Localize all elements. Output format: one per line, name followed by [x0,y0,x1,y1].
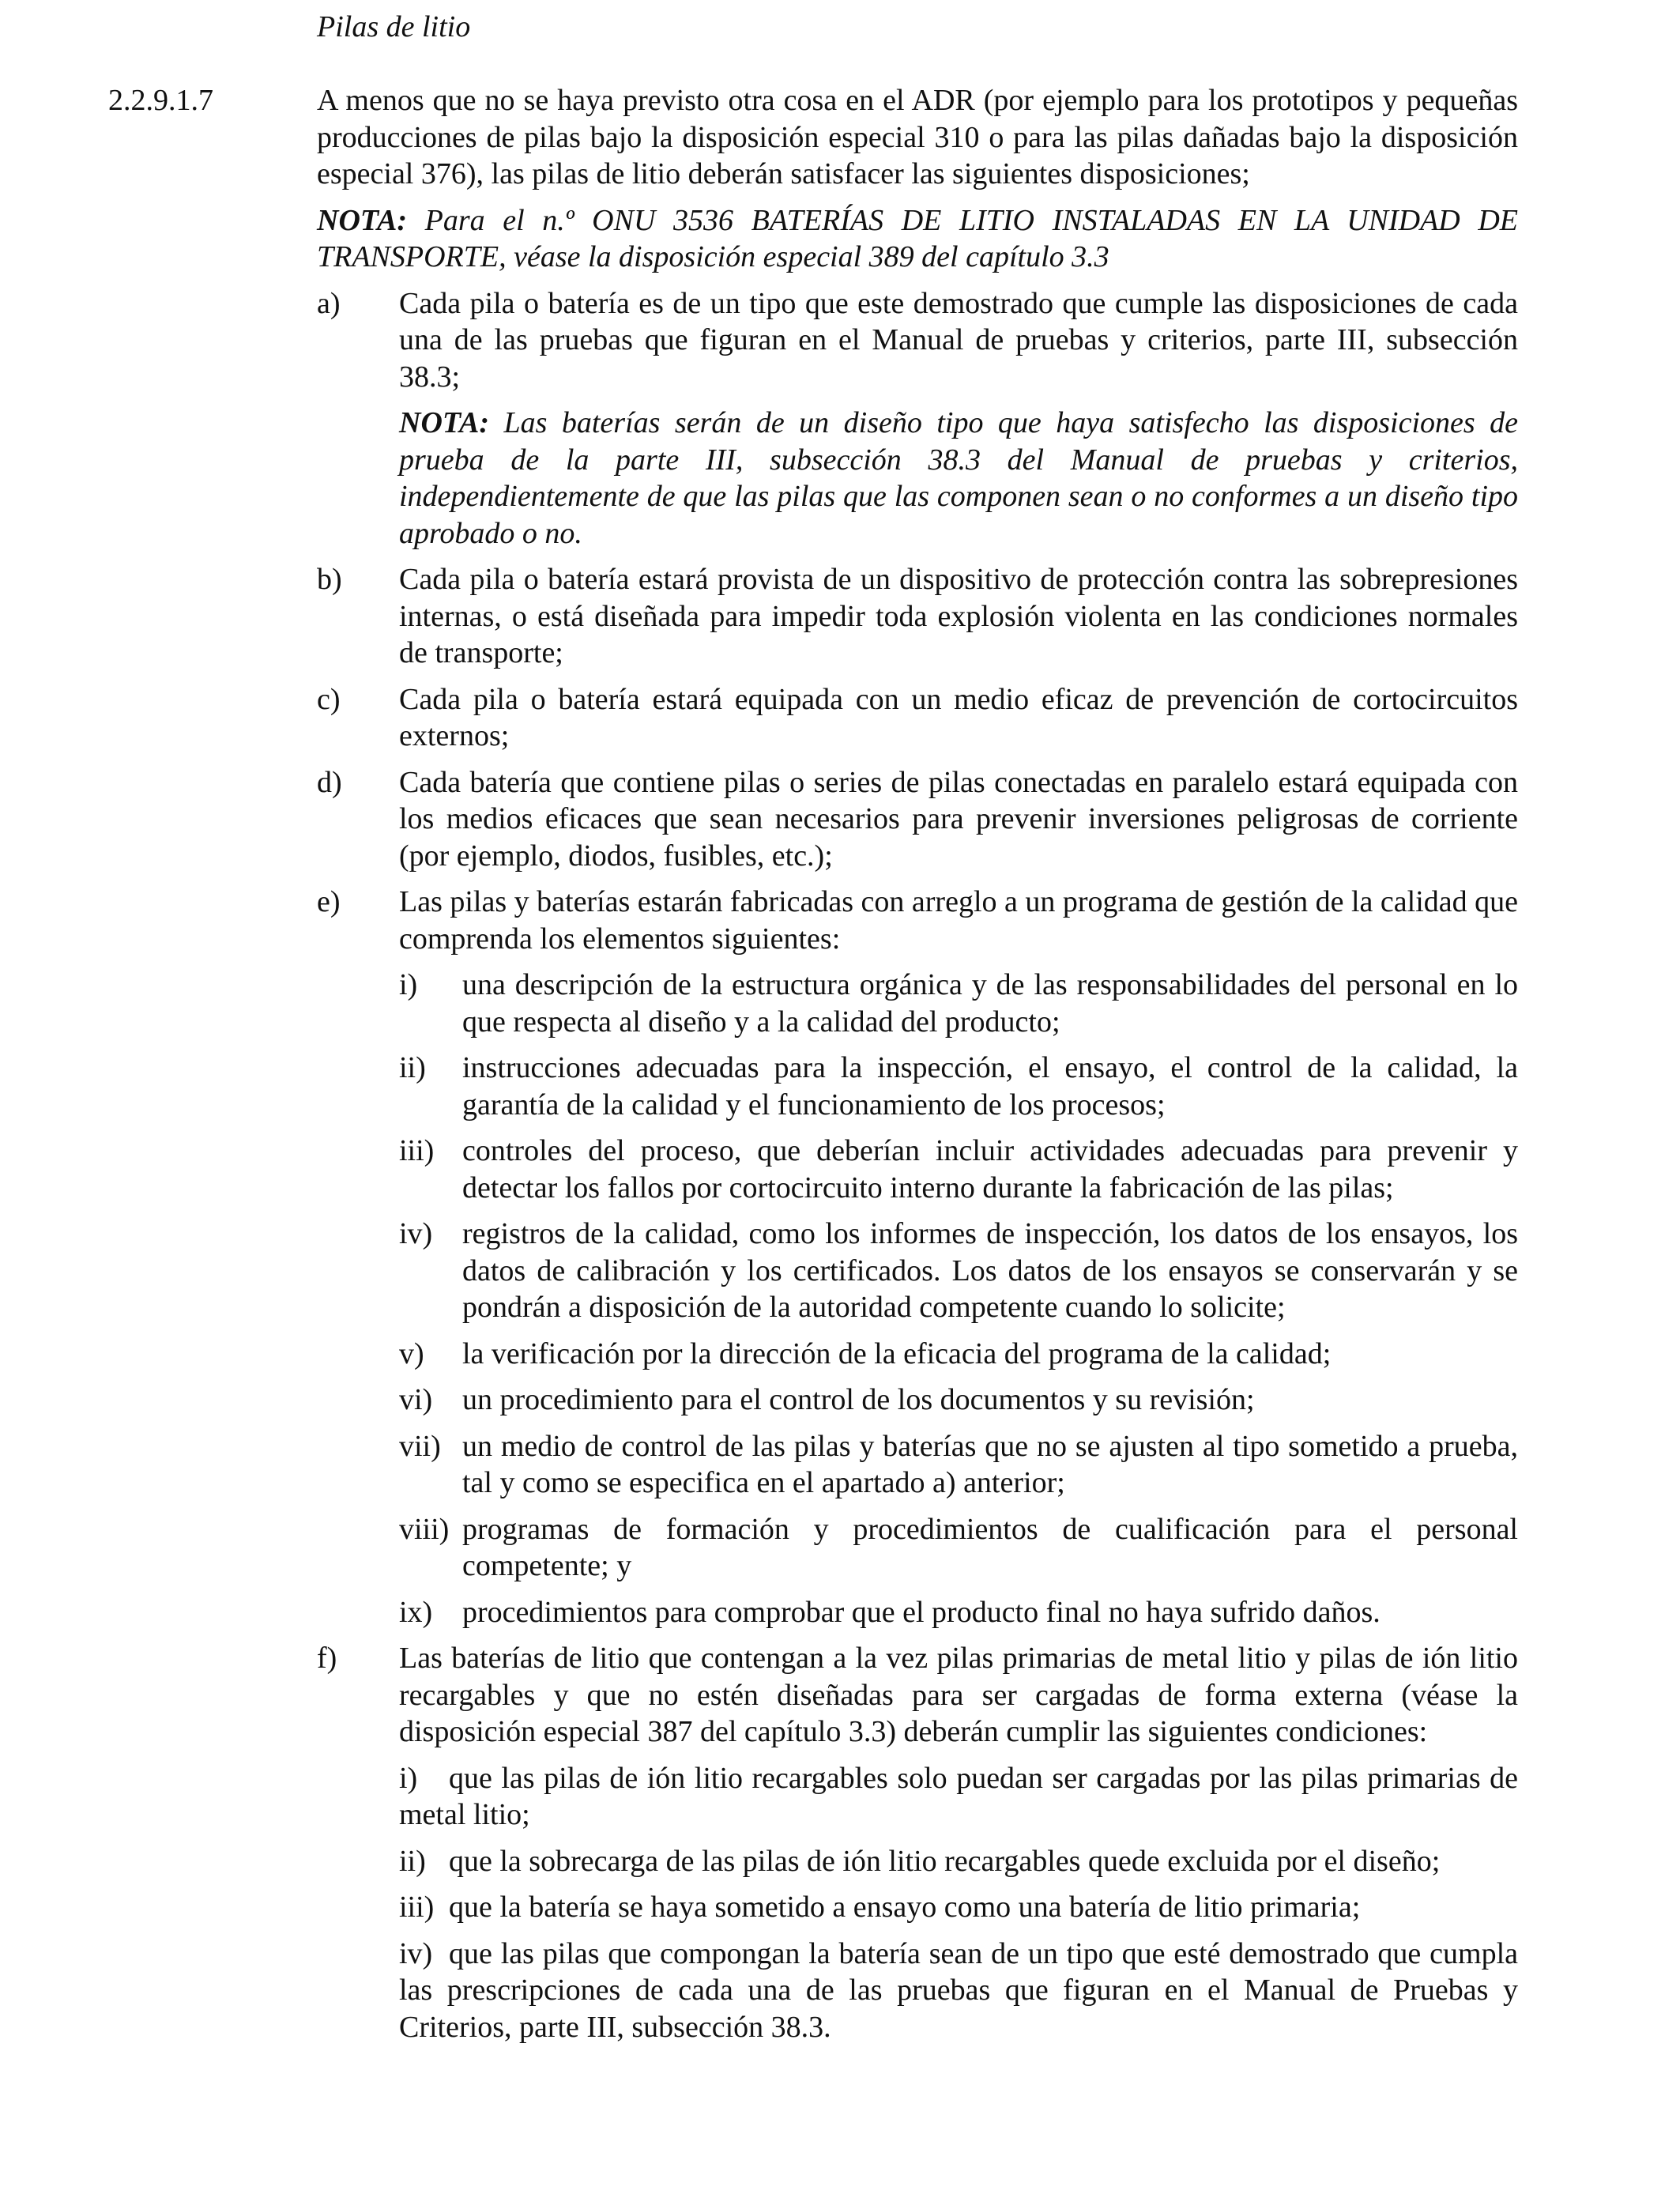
sublist-item [399,1843,1518,1880]
subitem-text: que la batería se haya sometido a ensayo como una batería de litio primaria; [449,1891,1361,1924]
subitem-text: que las pilas que compongan la batería sean de un tipo que esté demostrado que cumpla las prescripciones de cada una de las pruebas que figuran en el Manual de Pruebas y Criterios, parte III, subsección 38.3. [399,1936,1518,2044]
sublist-item [399,1133,1518,1206]
subitem-label: ii) [399,1051,426,1084]
item-label: f) [317,1642,337,1675]
subitem-text: que la sobrecarga de las pilas de ión litio recargables quede excluida por el diseño; [449,1844,1441,1878]
sublist-item [399,1428,1518,1502]
subitem-label: iii) [399,1134,435,1167]
section-title: Pilas de litio [317,10,471,43]
subitem-text: controles del proceso, que deberían incluir actividades adecuadas para prevenir y detectar los fallos por cortocircuito interno durante la fabricación de las pilas; [462,1134,1518,1204]
sublist-item [399,1336,1518,1373]
subitem-label: ii) [399,1844,426,1878]
list-item-c [317,681,1518,755]
sublist-f [399,1760,1518,2046]
subitem-text: una descripción de la estructura orgánica y de las responsabilidades del personal en lo que respecta al diseño y a la calidad del producto; [462,968,1518,1039]
note-item-a [399,405,1518,552]
intro-paragraph: A menos que no se haya previsto otra cosa en el ADR (por ejemplo para los prototipos y pequeñas producciones de pilas bajo la disposición especial 310 o para las pilas dañadas bajo la disposición especial 376), las pilas de litio deberán satisfacer las siguientes disposiciones; [317,84,1518,190]
item-text: Cada pila o batería estará provista de un dispositivo de protección contra las sobrepresiones internas, o está diseñada para impedir toda explosión violenta en las condiciones normales de transporte; [399,563,1518,669]
subitem-text: que las pilas de ión litio recargables solo puedan ser cargadas por las pilas primarias de metal litio; [399,1761,1518,1831]
subitem-label: i) [399,968,418,1001]
item-text: Cada pila o batería estará equipada con un medio eficaz de prevención de cortocircuitos externos; [399,682,1518,752]
list-item-d [317,764,1518,875]
note-text: Las baterías serán de un diseño tipo que haya satisfecho las disposiciones de prueba de la parte III, subsección 38.3 del Manual de pruebas y criterios, independientemente de que las pilas que las componen sean o no conformes a un diseño tipo aprobado o no. [399,406,1518,550]
item-text: Las baterías de litio que contengan a la vez pilas primarias de metal litio y pilas de ión litio recargables y que no estén diseñadas para ser cargadas de forma externa (véase la disposición especial 387 del capítulo 3.3) deberán cumplir las siguientes condiciones: [399,1642,1518,1748]
note-label: NOTA: [317,203,407,237]
item-label: c) [317,682,341,716]
item-label: b) [317,563,342,596]
subitem-text: programas de formación y procedimientos de cualificación para el personal competente; y [462,1512,1518,1582]
sublist-item [399,1511,1518,1585]
sublist-e [399,967,1518,1630]
item-text: Las pilas y baterías estarán fabricadas con arreglo a un programa de gestión de la calidad que comprenda los elementos siguientes: [399,885,1518,956]
subitem-text: registros de la calidad, como los informes de inspección, los datos de los ensayos, los datos de calibración y los certificados. Los datos de los ensayos se conservarán y se pondrán a disposición de la autoridad competente cuando lo solicite; [462,1217,1518,1324]
subitem-label: vi) [399,1383,433,1416]
list-item-a [317,285,1518,552]
sublist-item [399,1216,1518,1326]
subitem-label: iii) [399,1891,435,1924]
subitem-label: v) [399,1336,424,1370]
subitem-label: ix) [399,1595,433,1629]
section-body [317,82,1518,2055]
subitem-text: un medio de control de las pilas y baterías que no se ajusten al tipo sometido a prueba, tal y como se especifica en el apartado a) anterior; [462,1429,1518,1499]
sublist-item [399,1889,1518,1926]
note-label: NOTA: [399,406,489,439]
subitem-text: la verificación por la dirección de la eficacia del programa de la calidad; [462,1336,1332,1370]
note-main [317,202,1518,276]
subitem-label: i) [399,1761,418,1795]
subitem-label: viii) [399,1512,450,1546]
subitem-text: procedimientos para comprobar que el producto final no haya sufrido daños. [462,1595,1381,1629]
item-label: e) [317,885,341,918]
list-item-e [317,884,1518,1630]
sublist-item [399,1382,1518,1419]
subitem-text: instrucciones adecuadas para la inspección, el ensayo, el control de la calidad, la garantía de la calidad y el funcionamiento de los procesos; [462,1051,1518,1122]
sublist-item [399,967,1518,1040]
subitem-label: iv) [399,1936,433,1970]
item-text: Cada batería que contiene pilas o series de pilas conectadas en paralelo estará equipada con los medios eficaces que sean necesarios para prevenir inversiones peligrosas de corriente (por ejemplo, diodos, fusibles, etc.); [399,765,1518,873]
sublist-item [399,1760,1518,1834]
note-text: Para el n.º ONU 3536 BATERÍAS DE LITIO INSTALADAS EN LA UNIDAD DE TRANSPORTE, véase la disposición especial 389 del capítulo 3.3 [317,203,1518,273]
item-label: a) [317,286,341,320]
subitem-label: iv) [399,1217,433,1250]
subitem-text: un procedimiento para el control de los documentos y su revisión; [462,1383,1255,1416]
list-item-b [317,561,1518,672]
item-label: d) [317,765,342,799]
item-text: Cada pila o batería es de un tipo que este demostrado que cumple las disposiciones de cada una de las pruebas que figuran en el Manual de pruebas y criterios, parte III, subsección 38.3; [399,286,1518,394]
sublist-item [399,1594,1518,1631]
section-number: 2.2.9.1.7 [108,84,213,117]
subitem-label: vii) [399,1429,441,1463]
sublist-item [399,1050,1518,1123]
sublist-item [399,1936,1518,2046]
list-item-f [317,1640,1518,2045]
